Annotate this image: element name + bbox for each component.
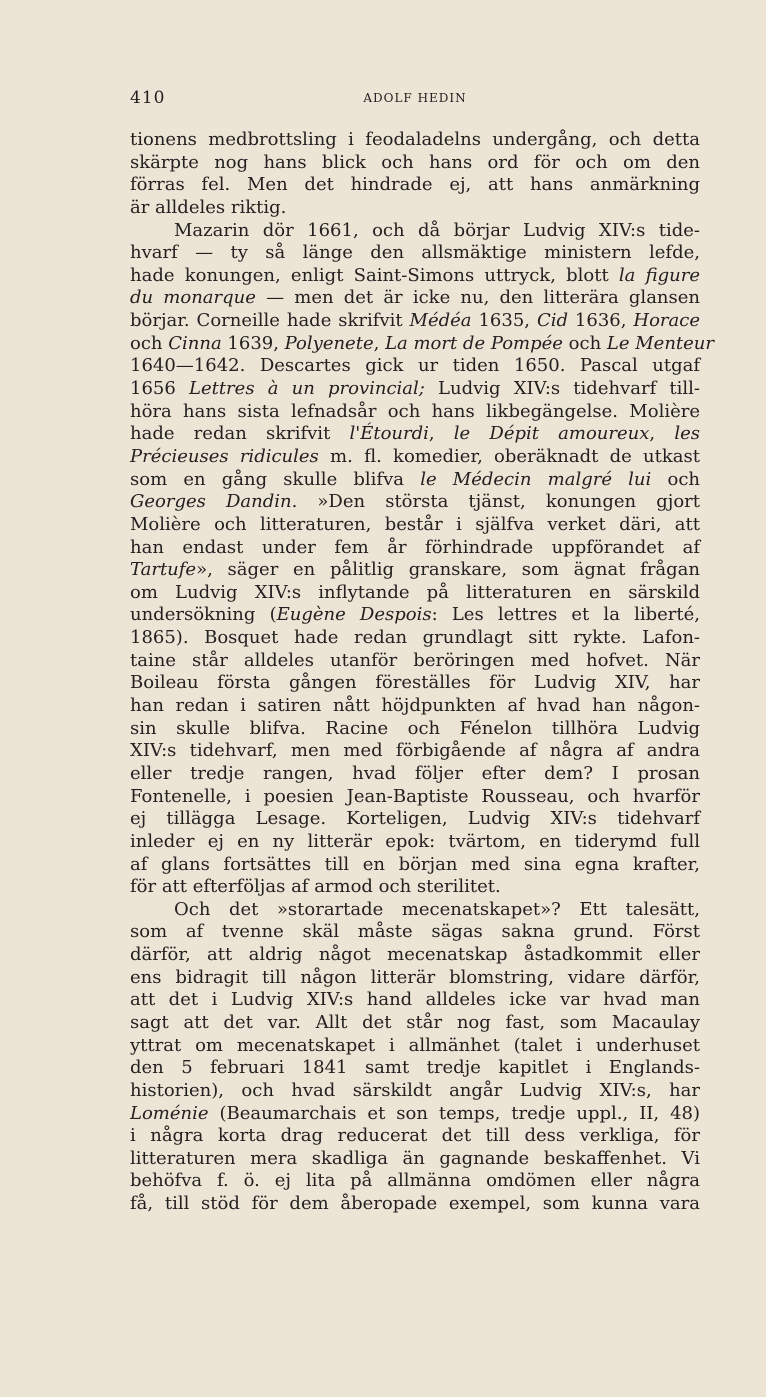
italic-text: La mort de Pompée bbox=[385, 332, 563, 354]
text-segment: han redan i satiren nått höjdpunkten af hvad han någon- bbox=[130, 695, 700, 717]
text-line bbox=[130, 808, 700, 831]
text-line bbox=[130, 355, 700, 378]
text-line bbox=[130, 786, 700, 809]
text-segment: som af tvenne skäl måste sägas sakna grund. Först bbox=[130, 921, 700, 943]
text-segment: få, till stöd för dem åberopade exempel, som kunna vara bbox=[130, 1193, 700, 1215]
italic-text: Georges Dandin bbox=[130, 491, 292, 513]
text-segment: hvarf — ty så länge den allsmäktige ministern lefde, bbox=[130, 242, 700, 264]
text-segment: Fontenelle, i poesien Jean-Baptiste Rousseau, och hvarför bbox=[130, 785, 700, 807]
text-segment: tionens medbrottsling i feodaladelns undergång, och detta bbox=[130, 129, 700, 150]
text-segment: som en gång skulle blifva bbox=[130, 468, 421, 490]
italic-text: Lettres à un provincial; bbox=[188, 378, 425, 400]
text-line bbox=[130, 899, 700, 922]
text-line bbox=[130, 559, 700, 582]
text-segment: och bbox=[130, 332, 169, 354]
text-line bbox=[130, 514, 700, 537]
text-line bbox=[130, 152, 700, 175]
text-segment: behöfva f. ö. ej lita på allmänna omdömen eller några bbox=[130, 1170, 700, 1192]
text-segment: Boileau första gången föreställes för Ludvig XIV, har bbox=[130, 672, 700, 694]
text-segment: börjar. Corneille hade skrifvit bbox=[130, 310, 410, 332]
running-head: ADOLF HEDIN bbox=[363, 91, 467, 105]
body-text bbox=[130, 129, 715, 1216]
text-line bbox=[130, 1057, 700, 1080]
text-line bbox=[130, 627, 700, 650]
text-segment: om Ludvig XIV:s inflytande på litteraturen en särskild bbox=[130, 581, 700, 603]
text-line bbox=[130, 469, 700, 492]
text-line bbox=[130, 876, 700, 899]
text-segment: och bbox=[651, 468, 700, 490]
text-segment: XIV:s tidehvarf, men med förbigående af några af andra bbox=[130, 740, 700, 762]
text-segment: sin skulle blifva. Racine och Fénelon tillhöra Ludvig bbox=[130, 717, 700, 739]
text-segment: . »Den största tjänst, konungen gjort bbox=[291, 491, 700, 513]
text-line bbox=[130, 695, 700, 718]
text-segment: sagt att det var. Allt det står nog fast, som Macaulay bbox=[130, 1011, 700, 1033]
text-segment: , bbox=[649, 423, 675, 445]
text-line bbox=[130, 582, 700, 605]
text-line bbox=[130, 672, 700, 695]
text-line bbox=[130, 763, 700, 786]
text-segment: 1635, bbox=[471, 310, 537, 332]
text-segment: hade konungen, enligt Saint-Simons uttryck, blott bbox=[130, 264, 619, 286]
text-segment: höra hans sista lefnadsår och hans likbegängelse. Molière bbox=[130, 400, 700, 422]
text-segment: litteraturen mera skadliga än gagnande beskaffenhet. Vi bbox=[130, 1147, 700, 1169]
text-segment: yttrat om mecenatskapet i allmänhet (talet i underhuset bbox=[130, 1034, 700, 1056]
text-segment: undersökning ( bbox=[130, 604, 277, 626]
italic-text: Polyenete bbox=[284, 332, 374, 354]
text-segment: , bbox=[428, 423, 454, 445]
text-segment: 1636, bbox=[568, 310, 634, 332]
text-segment: Och det »storartade mecenatskapet»? Ett talesätt, bbox=[174, 898, 700, 920]
text-segment: i några korta drag reducerat det till dess verkliga, för bbox=[130, 1125, 700, 1147]
text-segment: ens bidragit till någon litterär blomstring, vidare därför, bbox=[130, 966, 700, 988]
text-segment: », säger en pålitlig granskare, som ägnat frågan bbox=[196, 559, 700, 581]
text-line bbox=[130, 401, 700, 424]
text-line bbox=[130, 854, 700, 877]
italic-text: le Médecin malgré lui bbox=[420, 468, 652, 490]
text-line bbox=[130, 921, 700, 944]
text-line bbox=[130, 1080, 700, 1103]
text-segment: hade redan skrifvit bbox=[130, 423, 350, 445]
page-header bbox=[130, 88, 700, 114]
text-segment: af glans fortsättes till en början med sina egna krafter, bbox=[130, 853, 700, 875]
text-segment: 1640—1642. Descartes gick ur tiden 1650. Pascal utgaf bbox=[130, 355, 700, 377]
text-segment: är alldeles riktig. bbox=[130, 196, 287, 218]
text-line bbox=[130, 1193, 700, 1216]
text-line bbox=[130, 446, 700, 469]
italic-text: Loménie bbox=[130, 1102, 209, 1124]
italic-text: Médéa bbox=[409, 310, 472, 332]
text-line bbox=[130, 1125, 700, 1148]
italic-text: Horace bbox=[633, 310, 700, 332]
text-line bbox=[130, 740, 700, 763]
italic-text: le Dépit amoureux bbox=[453, 423, 650, 445]
text-segment: m. fl. komedier, oberäknadt de utkast bbox=[318, 445, 700, 467]
italic-text: la figure bbox=[618, 264, 700, 286]
text-line bbox=[130, 944, 700, 967]
text-line bbox=[130, 220, 700, 243]
text-segment: att det i Ludvig XIV:s hand alldeles icke var hvad man bbox=[130, 989, 700, 1011]
text-line bbox=[130, 1035, 700, 1058]
italic-text: Précieuses ridicules bbox=[130, 445, 319, 467]
text-line bbox=[130, 242, 700, 265]
text-segment: ej tillägga Lesage. Korteligen, Ludvig XIV:s tidehvarf bbox=[130, 808, 700, 830]
text-segment: skärpte nog hans blick och hans ord för och om den bbox=[130, 151, 700, 173]
text-segment: och bbox=[562, 332, 607, 354]
text-line bbox=[130, 537, 700, 560]
text-segment: — men det är icke nu, den litterära glansen bbox=[255, 287, 700, 309]
text-line bbox=[130, 129, 700, 152]
text-line bbox=[130, 989, 700, 1012]
text-segment: 1865). Bosquet hade redan grundlagt sitt rykte. Lafon- bbox=[130, 627, 700, 649]
text-segment: 1639, bbox=[221, 332, 285, 354]
italic-text: Eugène Despois bbox=[276, 604, 432, 626]
italic-text: du monarque bbox=[130, 287, 256, 309]
text-segment: , bbox=[373, 332, 386, 354]
text-segment: (Beaumarchais et son temps, tredje uppl., II, 48) bbox=[208, 1102, 700, 1124]
text-segment: historien), och hvad särskildt angår Ludvig XIV:s, har bbox=[130, 1079, 700, 1101]
text-line bbox=[130, 287, 700, 310]
text-line bbox=[130, 310, 700, 333]
text-line bbox=[130, 197, 700, 220]
text-line bbox=[130, 1103, 700, 1126]
italic-text: Le Menteur bbox=[606, 332, 715, 354]
text-segment: : Les lettres et la liberté, bbox=[431, 604, 700, 626]
text-line bbox=[130, 491, 700, 514]
italic-text: l'Étourdi bbox=[349, 423, 429, 445]
page-number: 410 bbox=[130, 88, 166, 108]
text-segment: taine står alldeles utanför beröringen med hofvet. När bbox=[130, 649, 700, 671]
text-line bbox=[130, 967, 700, 990]
text-line bbox=[130, 378, 700, 401]
italic-text: Tartufe bbox=[130, 559, 197, 581]
text-line bbox=[130, 265, 700, 288]
text-line bbox=[130, 604, 700, 627]
text-line bbox=[130, 718, 700, 741]
text-segment: för att efterföljas af armod och sterilitet. bbox=[130, 876, 501, 898]
text-segment: inleder ej en ny litterär epok: tvärtom, en tiderymd full bbox=[130, 830, 700, 852]
text-segment: Ludvig XIV:s tidehvarf till- bbox=[424, 378, 700, 400]
text-segment: Molière och litteraturen, består i själfva verket däri, att bbox=[130, 513, 700, 535]
italic-text: Cid bbox=[536, 310, 568, 332]
text-line bbox=[130, 1170, 700, 1193]
text-segment: förras fel. Men det hindrade ej, att hans anmärkning bbox=[130, 174, 700, 196]
italic-text: les bbox=[674, 423, 700, 445]
text-segment: 1656 bbox=[130, 378, 189, 400]
text-line bbox=[130, 174, 700, 197]
text-line bbox=[130, 332, 715, 356]
text-segment: därför, att aldrig något mecenatskap åstadkommit eller bbox=[130, 944, 700, 966]
italic-text: Cinna bbox=[168, 332, 222, 354]
text-segment: eller tredje rangen, hvad följer efter dem? I prosan bbox=[130, 762, 700, 784]
text-line bbox=[130, 423, 700, 446]
text-segment: den 5 februari 1841 samt tredje kapitlet i Englands- bbox=[130, 1057, 700, 1079]
text-segment: han endast under fem år förhindrade uppförandet af bbox=[130, 536, 700, 558]
text-line bbox=[130, 1148, 700, 1171]
text-line bbox=[130, 831, 700, 854]
text-segment: Mazarin dör 1661, och då börjar Ludvig XIV:s tide- bbox=[174, 219, 700, 241]
text-line bbox=[130, 650, 700, 673]
text-line bbox=[130, 1012, 700, 1035]
